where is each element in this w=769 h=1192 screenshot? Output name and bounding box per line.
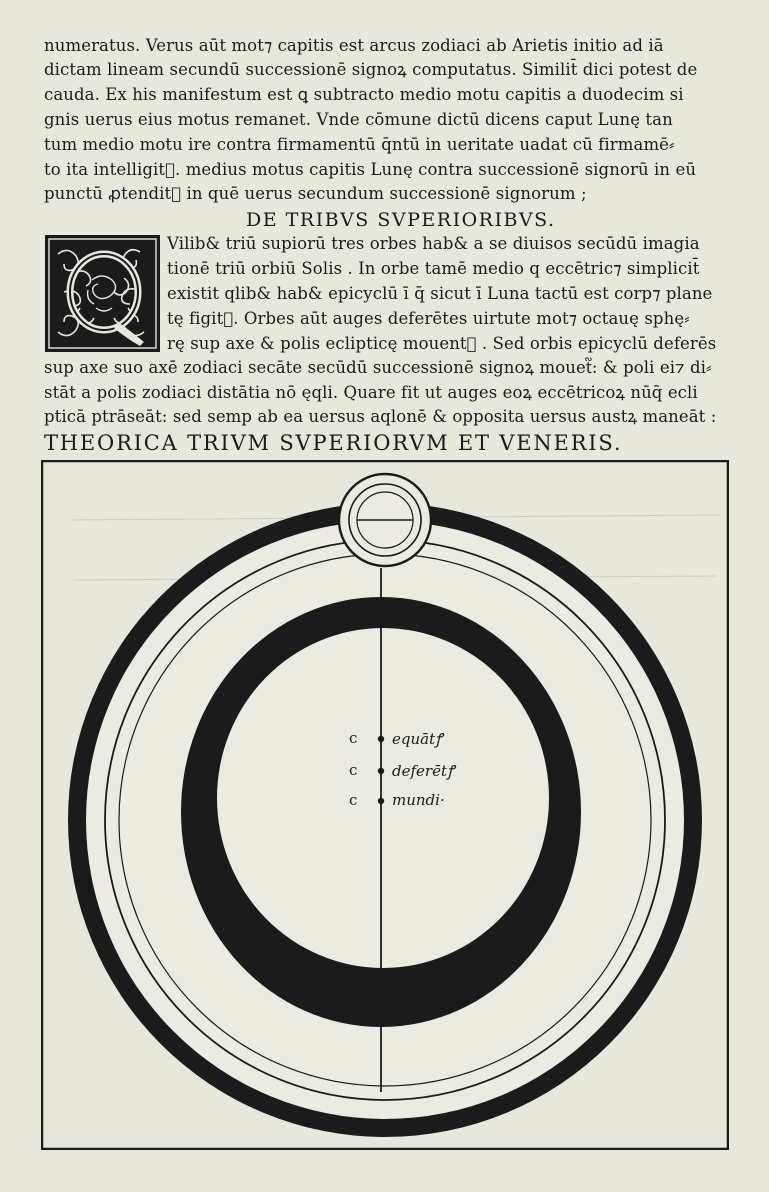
text-line-6: to ita intelligit᷑. medius motus capitis Lunę contra successionē signorū in eū — [44, 160, 697, 179]
decorated-initial-q — [44, 234, 161, 353]
center-point-world — [378, 798, 384, 804]
text-line-2: dictam lineam secundū successionē signoꝝ computatus. Similit̄ dici potest de — [44, 60, 698, 79]
paragraph-line-7: stāt a polis zodiaci distātia nō ęqli. Quare fit ut auges eoꝝ eccētricoꝝ nūq̄ ecli — [44, 383, 698, 402]
paragraph-line-4: tę figit᷑. Orbes aūt auges deferētes uirtute mot⁊ octauę sphę⸗ — [167, 309, 690, 328]
text-line-4: gnis uerus eius motus remanet. Vnde cōmune dictū dicens caput Lunę tan — [44, 110, 673, 129]
label-equant: equātꝭ — [392, 730, 443, 748]
paragraph-line-5: rę sup axe & polis eclipticę mouent᷑ . Sed orbis epicyclū deferēs — [167, 334, 717, 353]
paragraph-line-2: tionē triū orbiū Solis . In orbe tamē medio q eccētric⁊ simplicit̄ — [167, 259, 700, 278]
paragraph-line-8: pticā ptrāseāt: sed semp ab ea uersus aqlonē & opposita uersus austꝝ maneāt : — [44, 407, 717, 426]
label-c-equant: c — [349, 729, 358, 747]
label-c-deferent: c — [349, 761, 358, 779]
center-point-equant — [378, 736, 384, 742]
figure-heading: THEORICA TRIVM SVPERIORVM ET VENERIS. — [44, 431, 623, 455]
epicycle — [339, 474, 431, 566]
label-world: mundi· — [392, 791, 445, 809]
text-line-3: cauda. Ex his manifestum est ꝗ subtracto medio motu capitis a duodecim si — [44, 85, 684, 104]
text-line-7: punctū ꝓtendit᷑ in quē uerus secundum successionē signorum ; — [44, 184, 587, 203]
center-point-deferent — [378, 768, 384, 774]
paragraph-line-1: Vilib& triū supiorū tres orbes hab& a se diuisos secūdū imagia — [167, 234, 700, 253]
text-line-5: tum medio motu ire contra firmamentū q̄ntū in ueritate uadat cū firmamē⸗ — [44, 135, 675, 154]
section-heading: DE TRIBVS SVPERIORIBVS. — [246, 209, 556, 231]
planetary-theory-diagram — [41, 460, 729, 1150]
paragraph-line-3: existit qlib& hab& epicyclū ī q̄ sicut ī Luna tactū est corp⁊ plane — [167, 284, 713, 303]
label-c-world: c — [349, 791, 358, 809]
paragraph-line-6: sup axe suo axē zodiaci secāte secūdū successionē signoꝝ mouet᷑: & poli ei⁊ di⸗ — [44, 358, 712, 377]
label-deferent: deferētꝭ — [392, 762, 455, 780]
text-line-1: numeratus. Verus aūt mot⁊ capitis est arcus zodiaci ab Arietis initio ad iā — [44, 36, 664, 55]
